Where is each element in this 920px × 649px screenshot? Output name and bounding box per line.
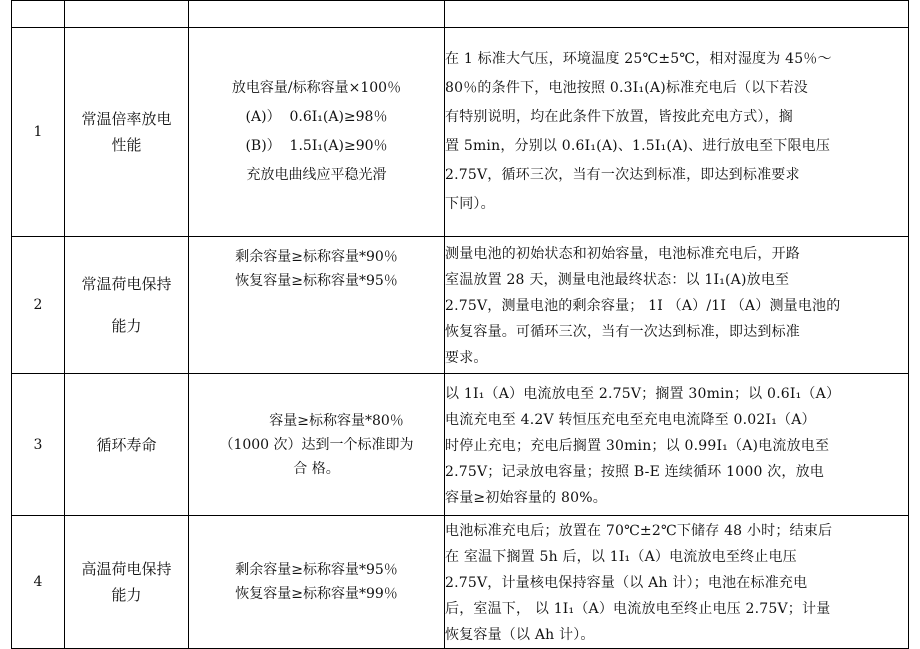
- method-line: 2.75V，循环三次，当有一次达到标准，即达到标准要求: [445, 167, 800, 183]
- header-cell-method: [445, 1, 909, 28]
- method-line: 置 5min，分别以 0.6I₁(A)、1.5I₁(A)、进行放电至下限电压: [445, 138, 831, 154]
- method-line: 2.75V；记录放电容量；按照 B-E 连续循环 1000 次，放电: [445, 463, 825, 480]
- test-item-name: [65, 516, 189, 649]
- standard-requirement: [189, 516, 445, 649]
- table-row: [12, 516, 909, 649]
- method-line: 时停止充电；充电后搁置 30min；以 0.99I₁（A)电流放电至: [445, 437, 830, 454]
- standard-requirement: [189, 374, 445, 516]
- test-method: [445, 28, 909, 237]
- standard-line: 恢复容量≥标称容量*95％: [235, 273, 398, 289]
- method-line: 2.75V，计量核电保持容量（以 Ah 计）；电池在标准充电: [445, 575, 808, 591]
- table-header-row: [12, 1, 909, 28]
- standard-line: 合 格。: [293, 460, 340, 477]
- test-item-line: 性能: [111, 136, 142, 154]
- row-number: 3: [12, 374, 65, 516]
- method-line: 以 1I₁（A）电流放电至 2.75V；搁置 30min；以 0.6I₁（A）: [445, 385, 841, 402]
- test-item-line: 高温荷电保持: [81, 560, 172, 578]
- method-line: 在 1 标准大气压，环境温度 25℃±5℃，相对湿度为 45％～: [445, 51, 832, 67]
- test-item-line: 常温荷电保持: [81, 275, 172, 293]
- standard-line: 恢复容量≥标称容量*99％: [235, 586, 398, 602]
- method-line: 容量≥初始容量的 80%。: [445, 489, 607, 506]
- row-number: 4: [12, 516, 65, 649]
- method-line: 测量电池的初始状态和初始容量，电池标准充电后，开路: [445, 246, 800, 262]
- test-method: [445, 374, 909, 516]
- standard-line: 剩余容量≥标称容量*90％: [235, 249, 398, 265]
- standard-line: 充放电曲线应平稳光滑: [246, 167, 387, 183]
- test-item-name: [65, 374, 189, 516]
- standard-line: 容量≥标称容量*80％: [269, 412, 404, 429]
- standard-line: (A)） 0.6I₁(A)≥98％: [245, 109, 388, 125]
- table-row: [12, 374, 909, 516]
- test-item-name: [65, 237, 189, 374]
- table-row: [12, 28, 909, 237]
- method-line: 80％的条件下，电池按照 0.3I₁(A)标准充电后（以下若没: [445, 80, 808, 96]
- method-line: 后，室温下， 以 1I₁（A）电流放电至终止电压 2.75V；计量: [445, 601, 831, 617]
- row-number: 2: [12, 237, 65, 374]
- test-item-line: 常温倍率放电: [81, 110, 172, 128]
- test-method: [445, 237, 909, 374]
- test-item-line: 循环寿命: [96, 435, 157, 454]
- test-method: [445, 516, 909, 649]
- method-line: 下同）。: [445, 196, 495, 212]
- method-line: 要求。: [445, 350, 488, 366]
- method-line: 有特别说明，均在此条件下放置，皆按此充电方式），搁: [445, 109, 793, 125]
- test-item-line: 能力: [111, 317, 142, 335]
- header-cell-standard: [189, 1, 445, 28]
- standard-line: （1000 次）达到一个标准即为: [219, 436, 414, 453]
- standard-requirement: [189, 237, 445, 374]
- method-line: 恢复容量（以 Ah 计）。: [445, 627, 595, 643]
- header-cell-no: [12, 1, 65, 28]
- method-line: 电流充电至 4.2V 转恒压充电至充电电流降至 0.02I₁（A）: [445, 411, 816, 428]
- test-item-name: [65, 28, 189, 237]
- battery-test-spec-table: [11, 0, 909, 649]
- method-line: 2.75V，测量电池的剩余容量； 1I （A）/1I （A）测量电池的: [445, 298, 841, 314]
- test-item-line: 能力: [111, 586, 142, 604]
- standard-line: 剩余容量≥标称容量*95％: [235, 562, 398, 578]
- standard-line: 放电容量/标称容量×100％: [231, 80, 402, 96]
- method-line: 电池标准充电后；放置在 70℃±2℃下储存 48 小时；结束后: [445, 523, 833, 539]
- method-line: 恢复容量。可循环三次，当有一次达到标准，即达到标准: [445, 324, 800, 340]
- standard-line: (B)） 1.5I₁(A)≥90％: [245, 138, 388, 154]
- table-row: [12, 237, 909, 374]
- method-line: 室温放置 28 天，测量电池最终状态：以 1I₁(A)放电至: [445, 272, 790, 288]
- row-number: 1: [12, 28, 65, 237]
- header-cell-item: [65, 1, 189, 28]
- method-line: 在 室温下搁置 5h 后，以 1I₁（A）电流放电至终止电压: [445, 549, 797, 565]
- standard-requirement: [189, 28, 445, 237]
